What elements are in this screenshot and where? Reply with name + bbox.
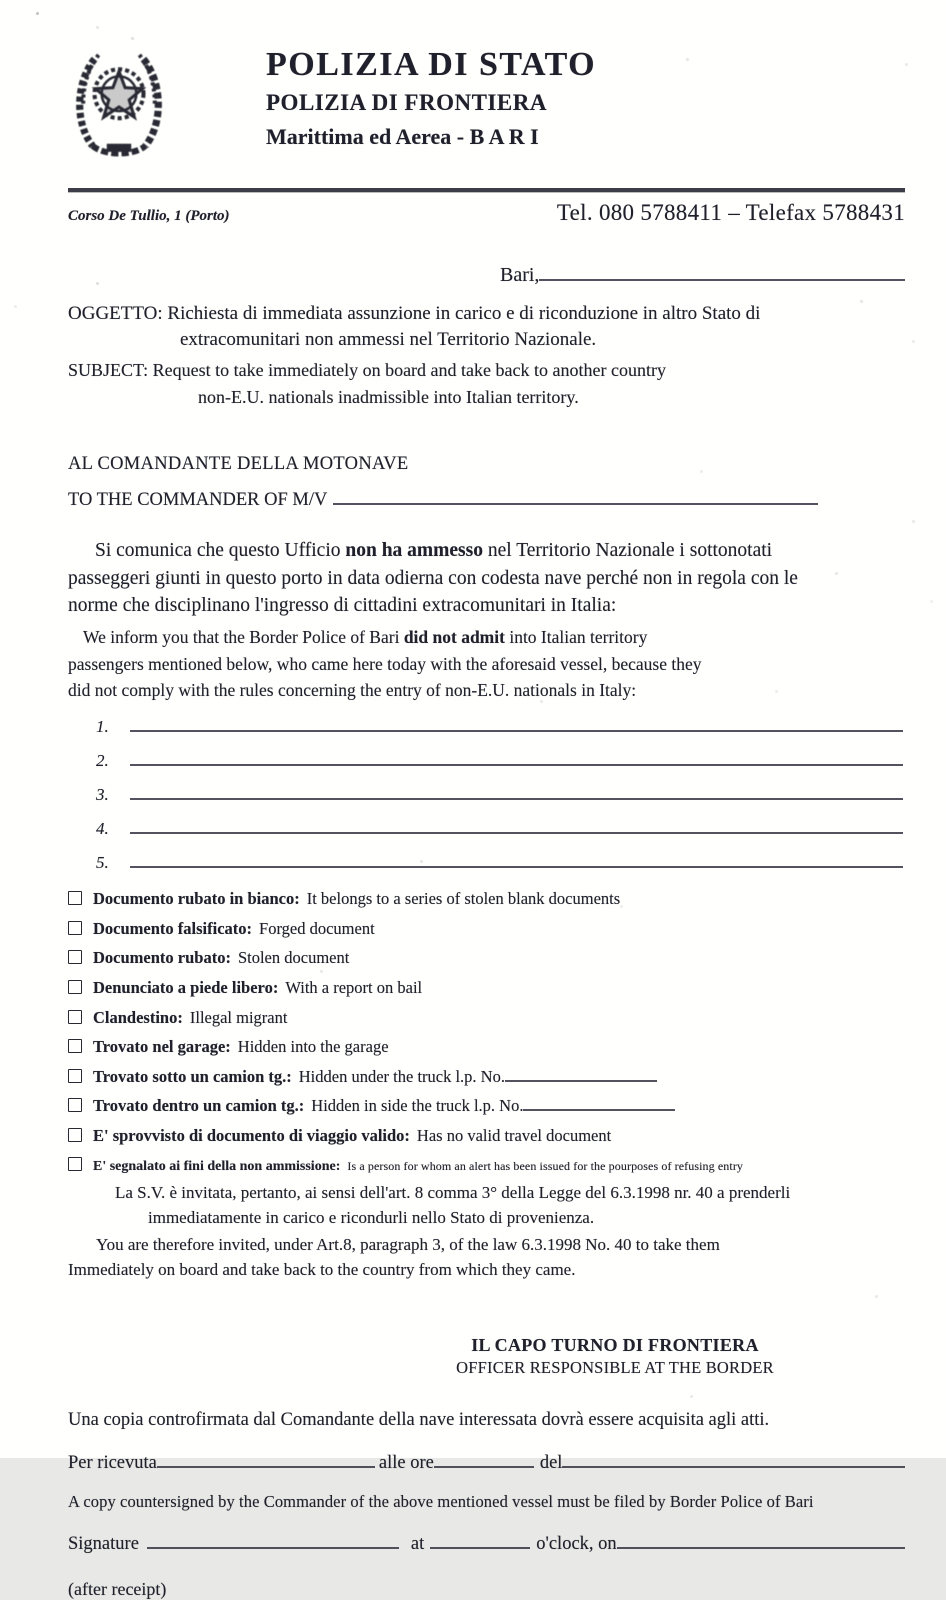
receipt-row-english: [68, 1533, 905, 1555]
body-paragraph-english: [68, 624, 905, 703]
body-it-line1-pre: Si comunica che questo Ufficio: [95, 539, 346, 561]
oggetto-text-line2: extracomunitari non ammessi nel Territorio Nazionale.: [180, 329, 597, 351]
checkbox-icon[interactable]: [68, 1157, 82, 1171]
passenger-field-4[interactable]: [130, 818, 903, 834]
body-en-line1-post: into Italian territory: [504, 627, 648, 648]
org-subtitle2: Marittima ed Aerea - B A R I: [266, 124, 539, 150]
receipt-name-field[interactable]: [157, 1452, 375, 1468]
checkbox-row-no-valid-document: [68, 1126, 905, 1147]
address-row: [68, 200, 905, 226]
signature-field[interactable]: [147, 1533, 399, 1549]
receipt-row-italian: [68, 1452, 905, 1474]
body-en-line2: passengers mentioned below, who came here today with the aforesaid vessel, because they: [68, 653, 702, 674]
date-field[interactable]: [539, 265, 905, 281]
oclock-on-label: o'clock, on: [536, 1533, 617, 1554]
checkbox-row-stolen: [68, 948, 905, 969]
addressee-english: [68, 489, 818, 511]
date-field-en[interactable]: [617, 1533, 905, 1549]
checkbox-icon[interactable]: [68, 1098, 82, 1112]
checkbox-label-en: Is a person for whom an alert has been issued for the pourposes of refusing entry: [347, 1158, 744, 1173]
body-it-line1-post: nel Territorio Nazionale i sottonotati: [482, 539, 773, 561]
checkbox-label-en: Hidden in side the truck l.p. No.: [311, 1096, 524, 1116]
body-en-line3: did not comply with the rules concerning the entry of non-E.U. nationals in Italy:: [68, 679, 637, 700]
per-ricevuta-label: Per ricevuta: [68, 1452, 157, 1473]
signature-label: Signature: [68, 1533, 139, 1554]
receipt-hour-field[interactable]: [434, 1452, 534, 1468]
legal-it-line2: immediatamente in carico e ricondurli nello Stato di provenienza.: [148, 1207, 595, 1227]
reason-checkbox-list: [68, 889, 905, 1175]
checkbox-icon[interactable]: [68, 1039, 82, 1053]
passenger-line-4: [68, 818, 905, 839]
checkbox-icon[interactable]: [68, 950, 82, 964]
passenger-field-5[interactable]: [130, 852, 903, 868]
office-address: Corso De Tullio, 1 (Porto): [68, 208, 230, 224]
legal-it-line1: La S.V. è invitata, pertanto, ai sensi dell'art. 8 comma 3° della Legge del 6.3.1998 nr. 40 a prenderli: [115, 1183, 791, 1203]
checkbox-icon[interactable]: [68, 1010, 82, 1024]
passenger-field-2[interactable]: [130, 750, 903, 766]
subject-italian: [68, 301, 905, 353]
after-receipt-note: (after receipt): [68, 1578, 167, 1599]
checkbox-icon[interactable]: [68, 1128, 82, 1142]
checkbox-row-forged: [68, 919, 905, 940]
date-label: Bari,: [500, 264, 540, 286]
checkbox-row-hidden-garage: [68, 1037, 905, 1058]
checkbox-label-it: Trovato dentro un camion tg.:: [93, 1096, 305, 1116]
subject-text-line2: non-E.U. nationals inadmissible into Italian territory.: [198, 386, 579, 407]
checkbox-label-en: Forged document: [259, 918, 375, 938]
checkbox-label-en: It belongs to a series of stolen blank documents: [306, 889, 621, 908]
body-it-bold: non ha ammesso: [345, 539, 483, 561]
checkbox-icon[interactable]: [68, 980, 82, 994]
passenger-line-5: [68, 852, 905, 873]
line-number: 3.: [96, 785, 109, 804]
phone-fax: Tel. 080 5788411 – Telefax 5788431: [556, 200, 905, 225]
legal-en-line2: Immediately on board and take back to the country from which they came.: [68, 1260, 576, 1280]
passenger-line-2: [68, 750, 905, 771]
passenger-line-1: [68, 716, 905, 737]
copy-note-italian: Una copia controfirmata dal Comandante della nave interessata dovrà essere acquisita agli atti.: [68, 1409, 770, 1430]
passenger-field-3[interactable]: [130, 784, 903, 800]
passenger-line-3: [68, 784, 905, 805]
checkbox-label-it: Documento falsificato:: [93, 918, 253, 938]
legal-en-line1: You are therefore invited, under Art.8, paragraph 3, of the law 6.3.1998 No. 40 to take them: [96, 1235, 720, 1255]
addressee-italian: AL COMANDANTE DELLA MOTONAVE: [68, 453, 409, 474]
checkbox-label-en: Illegal migrant: [189, 1007, 288, 1027]
at-label: at: [410, 1533, 425, 1554]
checkbox-label-it: E' segnalato ai fini della non ammissione:: [93, 1158, 341, 1174]
officer-title-en: OFFICER RESPONSIBLE AT THE BORDER: [456, 1357, 774, 1377]
org-subtitle: POLIZIA DI FRONTIERA: [266, 90, 547, 116]
checkbox-label-it: Documento rubato:: [93, 948, 231, 968]
line-number: 1.: [96, 717, 109, 736]
checkbox-label-it: Denunciato a piede libero:: [93, 977, 279, 997]
checkbox-row-inside-truck: [68, 1096, 905, 1117]
truck-plate-field[interactable]: [523, 1097, 675, 1111]
line-number: 2.: [96, 751, 109, 770]
passenger-list: [68, 716, 905, 873]
header-rule: [68, 188, 905, 192]
scanner-noise: [0, 0, 3, 3]
checkbox-row-under-truck: [68, 1067, 905, 1088]
hour-field[interactable]: [430, 1533, 530, 1549]
org-title: POLIZIA DI STATO: [266, 46, 597, 83]
officer-title-it: IL CAPO TURNO DI FRONTIERA: [471, 1334, 759, 1355]
body-it-line3: norme che disciplinano l'ingresso di cittadini extracomunitari in Italia:: [68, 595, 617, 617]
subject-label: SUBJECT:: [68, 360, 149, 381]
line-number: 4.: [96, 819, 109, 838]
subject-english: [68, 357, 905, 409]
checkbox-icon[interactable]: [68, 891, 82, 905]
receipt-date-field[interactable]: [562, 1452, 905, 1468]
checkbox-label-it: Clandestino:: [93, 1007, 183, 1027]
passenger-field-1[interactable]: [130, 716, 903, 732]
date-row: [68, 264, 905, 287]
checkbox-label-en: Stolen document: [237, 948, 350, 968]
checkbox-label-it: Trovato nel garage:: [93, 1037, 231, 1057]
checkbox-label-en: With a report on bail: [285, 977, 423, 997]
copy-note-english: A copy countersigned by the Commander of the above mentioned vessel must be filed by Border Police of Bari: [68, 1491, 814, 1511]
checkbox-icon[interactable]: [68, 1069, 82, 1083]
italian-republic-emblem-icon: [68, 46, 170, 168]
checkbox-label-en: Hidden under the truck l.p. No.: [298, 1066, 505, 1086]
body-en-line1-pre: We inform you that the Border Police of Bari: [83, 627, 404, 648]
vessel-name-field[interactable]: [333, 489, 818, 505]
checkbox-label-en: Has no valid travel document: [416, 1126, 612, 1145]
body-en-bold: did not admit: [403, 627, 505, 648]
body-it-line2: passeggeri giunti in questo porto in data odierna con codesta nave perché non in regola con le: [68, 567, 798, 589]
checkbox-label-en: Hidden into the garage: [237, 1037, 389, 1057]
alle-ore-label: alle ore: [378, 1452, 434, 1473]
checkbox-label-it: Trovato sotto un camion tg.:: [93, 1066, 292, 1086]
oggetto-label: OGGETTO:: [68, 303, 163, 324]
officer-signature-block: [420, 1335, 810, 1378]
body-paragraph-italian: [68, 537, 905, 621]
subject-text-line1: Request to take immediately on board and take back to another country: [152, 360, 666, 381]
truck-plate-field[interactable]: [505, 1068, 657, 1082]
checkbox-row-stolen-blank: [68, 889, 905, 910]
letterhead: [68, 0, 905, 168]
checkbox-row-illegal-migrant: [68, 1008, 905, 1029]
del-label: del: [539, 1452, 563, 1473]
line-number: 5.: [96, 853, 109, 872]
checkbox-label-it: E' sprovvisto di documento di viaggio valido:: [93, 1126, 410, 1145]
checkbox-row-report-on-bail: [68, 978, 905, 999]
checkbox-icon[interactable]: [68, 921, 82, 935]
checkbox-label-it: Documento rubato in bianco:: [93, 889, 300, 908]
oggetto-text-line1: Richiesta di immediata assunzione in carico e di riconduzione in altro Stato di: [167, 303, 761, 324]
commander-label: TO THE COMMANDER OF M/V: [68, 489, 328, 510]
checkbox-row-refusal-alert: [68, 1156, 905, 1176]
legal-clause: [68, 1181, 905, 1283]
